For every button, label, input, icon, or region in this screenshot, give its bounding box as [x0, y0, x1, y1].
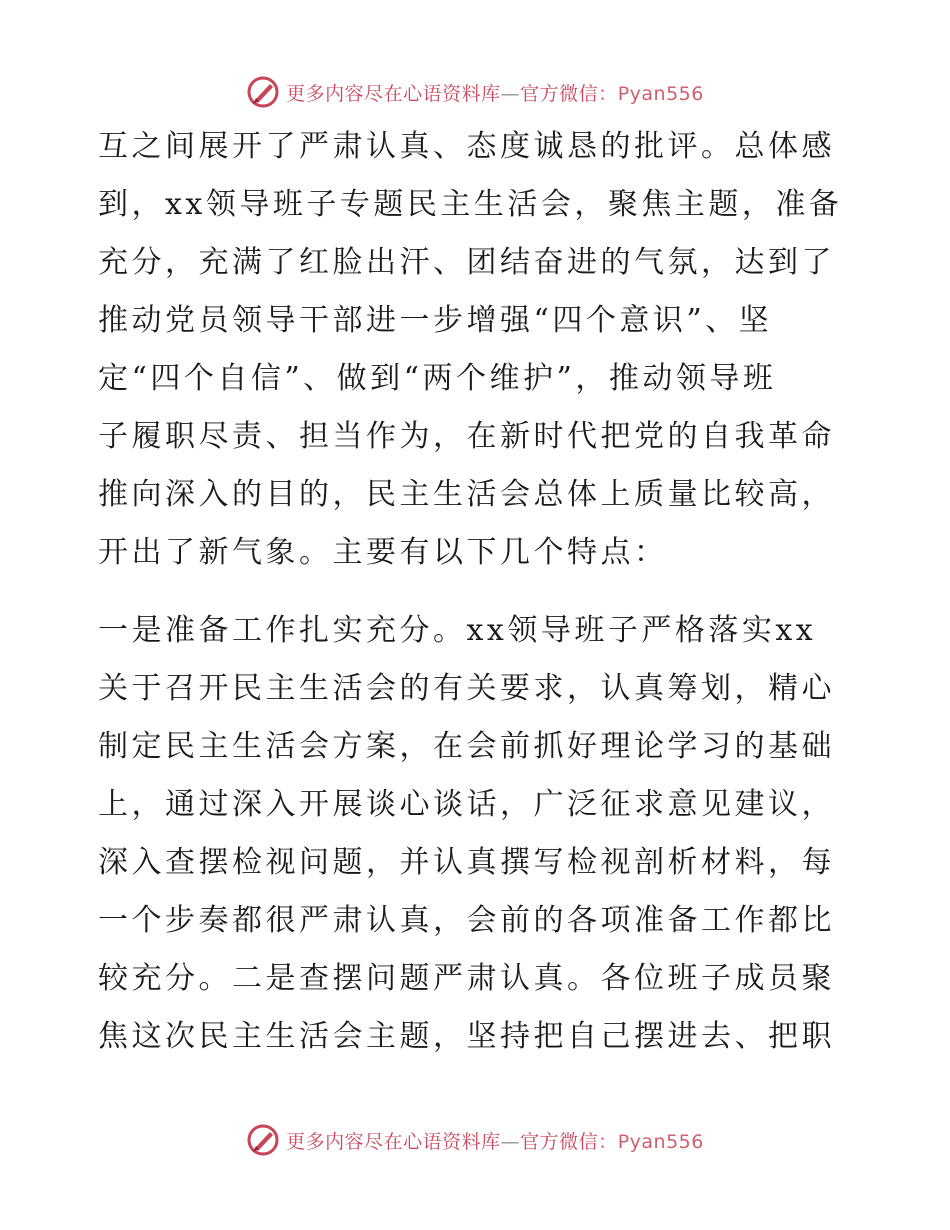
text-line: 定“四个自信”、做到“两个维护”，推动领导班	[98, 361, 777, 396]
text-line: 充分，充满了红脸出汗、团结奋进的气氛，达到了	[98, 245, 835, 280]
text-line: 关于召开民主生活会的有关要求，认真筹划，精心	[98, 671, 835, 706]
paragraph-2	[98, 602, 858, 1066]
text-line: 一个步奏都很严肃认真，会前的各项准备工作都比	[98, 903, 835, 938]
footer-watermark	[0, 1120, 950, 1160]
pen-logo-icon	[246, 1123, 280, 1157]
text-line: 推向深入的目的，民主生活会总体上质量比较高，	[98, 477, 835, 512]
text-line: 子履职尽责、担当作为，在新时代把党的自我革命	[98, 419, 835, 454]
text-line: 一是准备工作扎实充分。xx领导班子严格落实xx	[98, 613, 817, 648]
text-line: 推动党员领导干部进一步增强“四个意识”、坚	[98, 303, 773, 338]
watermark-text: 更多内容尽在心语资料库—官方微信：Pyan556	[286, 1130, 704, 1153]
text-line: 开出了新气象。主要有以下几个特点：	[98, 535, 668, 570]
text-line: 上，通过深入开展谈心谈话，广泛征求意见建议，	[98, 787, 835, 822]
text-line: 深入查摆检视问题，并认真撰写检视剖析材料，每	[98, 845, 835, 880]
header-watermark	[0, 72, 950, 112]
text-line: 到，xx领导班子专题民主生活会，聚焦主题，准备	[98, 187, 843, 222]
paragraph-1	[98, 118, 858, 582]
pen-logo-icon	[246, 75, 280, 109]
document-body	[98, 118, 858, 1066]
text-line: 制定民主生活会方案，在会前抓好理论学习的基础	[98, 729, 835, 764]
watermark-text: 更多内容尽在心语资料库—官方微信：Pyan556	[286, 82, 704, 105]
text-line: 互之间展开了严肃认真、态度诚恳的批评。总体感	[98, 129, 835, 164]
text-line: 较充分。二是查摆问题严肃认真。各位班子成员聚	[98, 961, 835, 996]
text-line: 焦这次民主生活会主题，坚持把自己摆进去、把职	[98, 1019, 835, 1054]
